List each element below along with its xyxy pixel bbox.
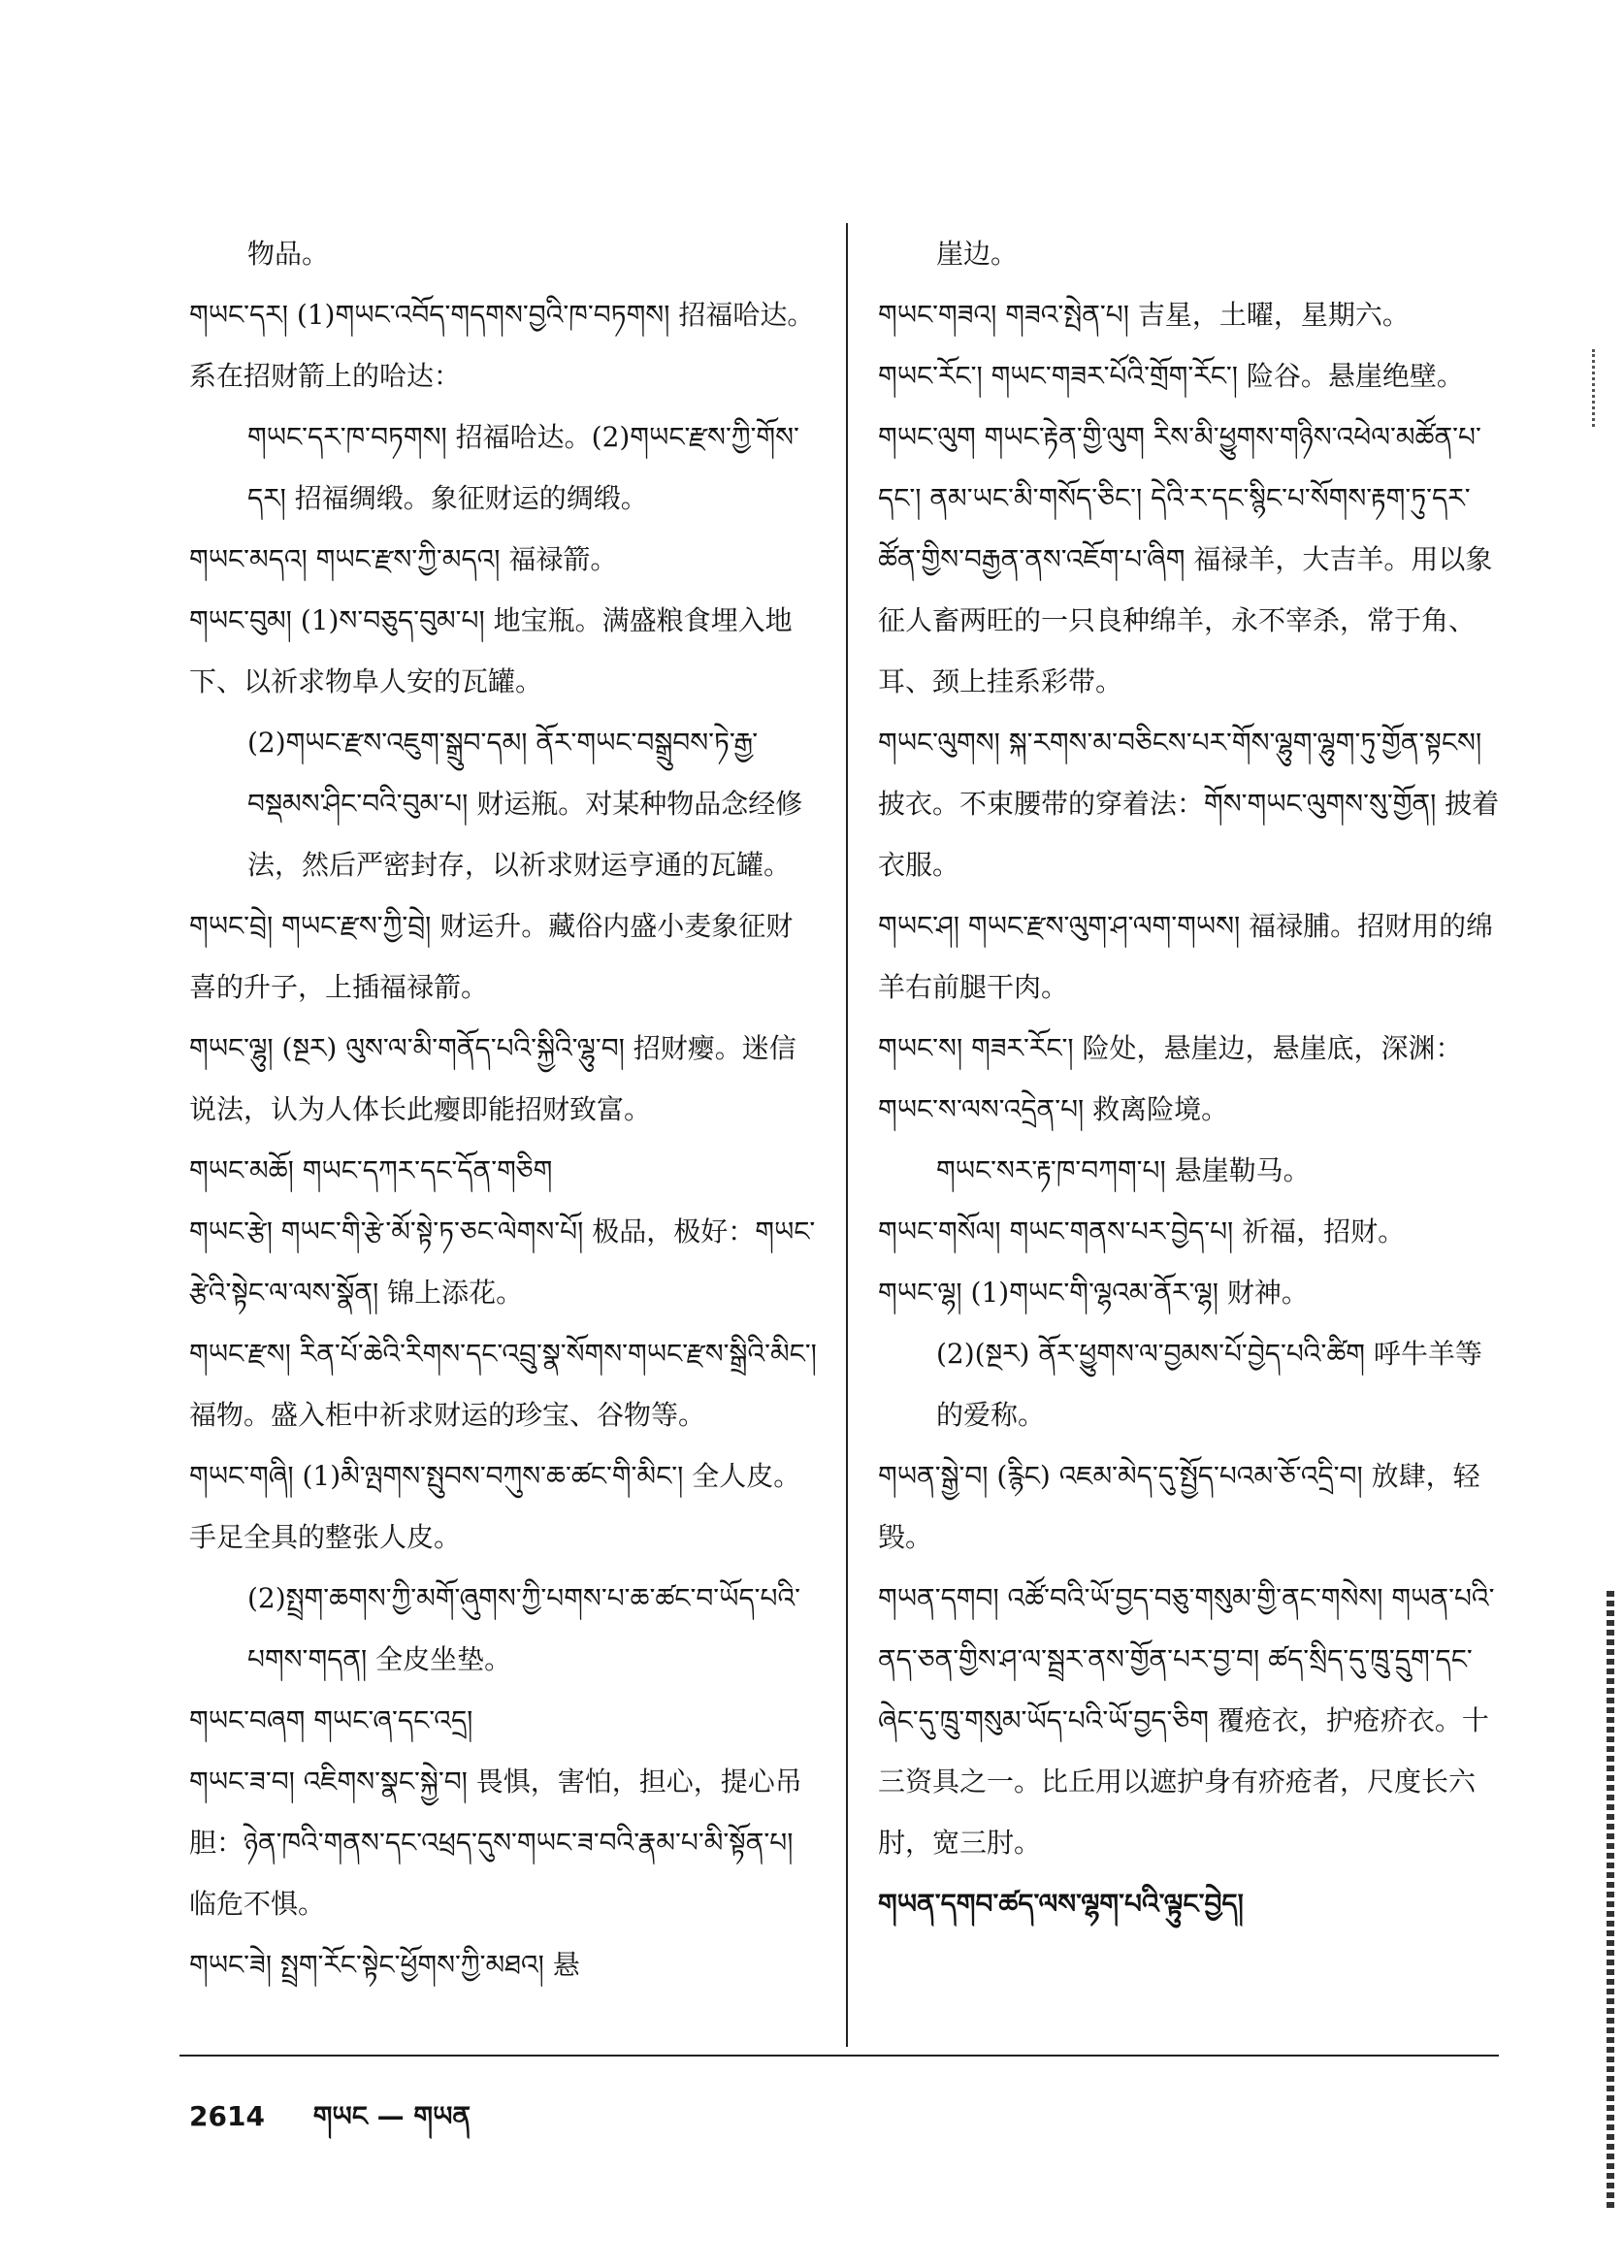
entry-line: གཡང་ལུག གཡང་རྟེན་གྱི་ལུག རིས་མི་ཕྱུགས་གཉིས་འཕེལ་མཚོན་པ་དང་། ནམ་ཡང་མི་གསོད་ཅིང་། དེའི་ར་དང་སྙིང་པ་སོགས་རྟག་ཏུ་དར་ཚོན་གྱིས་བརྒྱན་ནས་འཇོག་པ་ཞིག 福禄羊，大吉羊。用以象征人畜两旺的一只良种绵羊，永不宰杀，常于角、耳、颈上挂系彩带。: [878, 421, 1493, 697]
entry-line: གཡན་སྒྱེ་བ། (རྙིང) འཇམ་མེད་དུ་སྤྱོད་པའམ་ཅོ་འདྲི་བ། 放肆，轻毁。: [878, 1460, 1480, 1553]
entry-line: གཡང་ཟ་བ། འཇིགས་སྣང་སྐྱེ་བ། 畏惧，害怕，担心，提心吊胆：ཉེན་ཁའི་གནས་དང་འཕྲད་དུས་གཡང་ཟ་བའི་རྣམ་པ་མི་སྟོན་པ། 临危不惧。: [189, 1766, 802, 1920]
scan-edge-marks: [1607, 1591, 1614, 2212]
entry-line: གཡང་ཤ། གཡང་རྫས་ལུག་ཤ་ལག་གཡས། 福禄脯。招财用的绵羊右前腿干肉。: [878, 910, 1494, 1003]
column-divider: [846, 223, 848, 2047]
right-column: [878, 223, 1504, 1934]
entry-line: གཡང་གསོལ། གཡང་གནས་པར་བྱེད་པ། 祈福，招财。: [878, 1215, 1406, 1247]
entry-line: གཡང་གཟའ། གཟའ་སྤེན་པ། 吉星，土曜，星期六。: [878, 299, 1410, 331]
entry-line: གཡང་སར་རྟ་ཁ་བཀག་པ། 悬崖勒马。: [936, 1154, 1311, 1186]
entry-line: གཡང་དར་ཁ་བཏགས། 招福哈达。(2)གཡང་རྫས་ཀྱི་གོས་དར། 招福绸缎。象征财运的绸缎。: [247, 421, 799, 514]
entry-line: གཡང་བཞག གཡང་ཞ་དང་འདྲ།: [189, 1704, 473, 1736]
entry-line: གཡང་ལྷ། (1)གཡང་གི་ལྷའམ་ནོར་ལྷ། 财神。: [878, 1277, 1309, 1309]
page-footer: [189, 2086, 471, 2162]
entry-line: གཡང་རྩེ། གཡང་གི་རྩེ་མོ་སྟེ་ཏ་ཅང་ལེགས་པོ། 极品，极好：གཡང་རྩེའི་སྟེང་ལ་ལས་སྣོན། 锦上添花。: [189, 1215, 816, 1309]
entry-line: གཡང་རོང་། གཡང་གཟར་པོའི་གྲོག་རོང་། 险谷。悬崖绝壁。: [878, 360, 1464, 392]
entry-line: གཡང་བུམ། (1)ས་བཅུད་བུམ་པ། 地宝瓶。满盛粮食埋入地下、以祈求物阜人安的瓦罐。: [189, 604, 793, 697]
entry-line: གཡན་དགབ། འཚོ་བའི་ཡོ་བྱད་བཅུ་གསུམ་གྱི་ནང་གསེས། གཡན་པའི་ནད་ཅན་གྱིས་ཤ་ལ་སྦྲར་ནས་གྱོན་པར་བྱ་བ། ཚད་སྲིད་དུ་ཁྲུ་དྲུག་དང་ཞེང་དུ་ཁྲུ་གསུམ་ཡོད་པའི་ཡོ་བྱད་ཅིག 覆疮衣，护疮疥衣。十三资具之一。比丘用以遮护身有疥疮者，尺度长六肘，宽三肘。: [878, 1582, 1495, 1859]
entry-line: 物品。: [247, 238, 330, 270]
entry-line: གཡང་གཞི། (1)མི་ལྤགས་སྤུབས་བཀུས་ཆ་ཚང་གི་མིང་། 全人皮。手足全具的整张人皮。: [189, 1460, 801, 1553]
page-number: 2614: [189, 2100, 265, 2132]
entry-line: གཡང་དར། (1)གཡང་འབོད་གདགས་བྱའི་ཁ་བཏགས། 招福哈达。系在招财箭上的哈达：: [189, 299, 815, 392]
entry-line: གཡན་དགབ་ཚད་ལས་ལྷག་པའི་ལྟུང་བྱེད།: [878, 1888, 1244, 1920]
left-column: [189, 223, 820, 1995]
entry-line: (2)སྤྲག་ཆགས་ཀྱི་མགོ་ཞུགས་ཀྱི་པགས་པ་ཆ་ཚང་བ་ཡོད་པའི་པགས་གདན། 全皮坐垫。: [247, 1582, 801, 1675]
scan-edge-marks: [1592, 349, 1624, 427]
entry-line: (2)(སྔར) ནོར་ཕྱུགས་ལ་བྱམས་པོ་བྱེད་པའི་ཚིག 呼牛羊等的爱称。: [936, 1338, 1482, 1431]
entry-line: གཡང་རྫས། རིན་པོ་ཆེའི་རིགས་དང་འབྲུ་སྣ་སོགས་གཡང་རྫས་སྒྲིའི་མིང་། 福物。盛入柜中祈求财运的珍宝、谷物等。: [189, 1338, 817, 1431]
entry-line: (2)གཡང་རྫས་འཇུག་སྒྲུབ་དམ། ནོར་གཡང་བསྒྲུབས་ཏེ་རྒྱ་བསྡམས་ཤིང་བའི་བུམ་པ། 财运瓶。对某种物品念经修法，然后严密封存，以祈求财运亨通的瓦罐。: [247, 727, 803, 881]
entry-line: གཡང་བྲེ། གཡང་རྫས་ཀྱི་བྲེ། 财运升。藏俗内盛小麦象征财喜的升子，上插福禄箭。: [189, 910, 794, 1003]
bottom-rule: [179, 2055, 1499, 2057]
entry-line: གཡང་ལྷུ། (སྔར) ལུས་ལ་མི་གནོད་པའི་སྐྱིའི་ལྷུ་བ། 招财瘿。迷信说法，认为人体长此瘿即能招财致富。: [189, 1032, 796, 1125]
entry-line: གཡང་ས། གཟར་རོང་། 险处，悬崖边，悬崖底，深渊：གཡང་ས་ལས་འདྲེན་པ། 救离险境。: [878, 1032, 1463, 1125]
entry-line: གཡང་ཟེ། སྤྲག་རོང་སྟེང་ཕྱོགས་ཀྱི་མཐའ། 悬: [189, 1949, 580, 1981]
entry-line: 崖边。: [936, 238, 1019, 270]
entry-line: གཡང་ལུགས། སྐ་རགས་མ་བཅིངས་པར་གོས་ལྷུག་ལྷུག་ཏུ་གྱོན་སྟངས། 披衣。不束腰带的穿着法：གོས་གཡང་ལུགས་སུ་གྱོན། 披着衣服。: [878, 727, 1500, 881]
entry-line: གཡང་མདའ། གཡང་རྫས་ཀྱི་མདའ། 福禄箭。: [189, 543, 618, 575]
running-head: གཡང — གཡན: [312, 2100, 471, 2132]
entry-line: གཡང་མཆོ། གཡང་དཀར་དང་དོན་གཅིག: [189, 1154, 553, 1186]
